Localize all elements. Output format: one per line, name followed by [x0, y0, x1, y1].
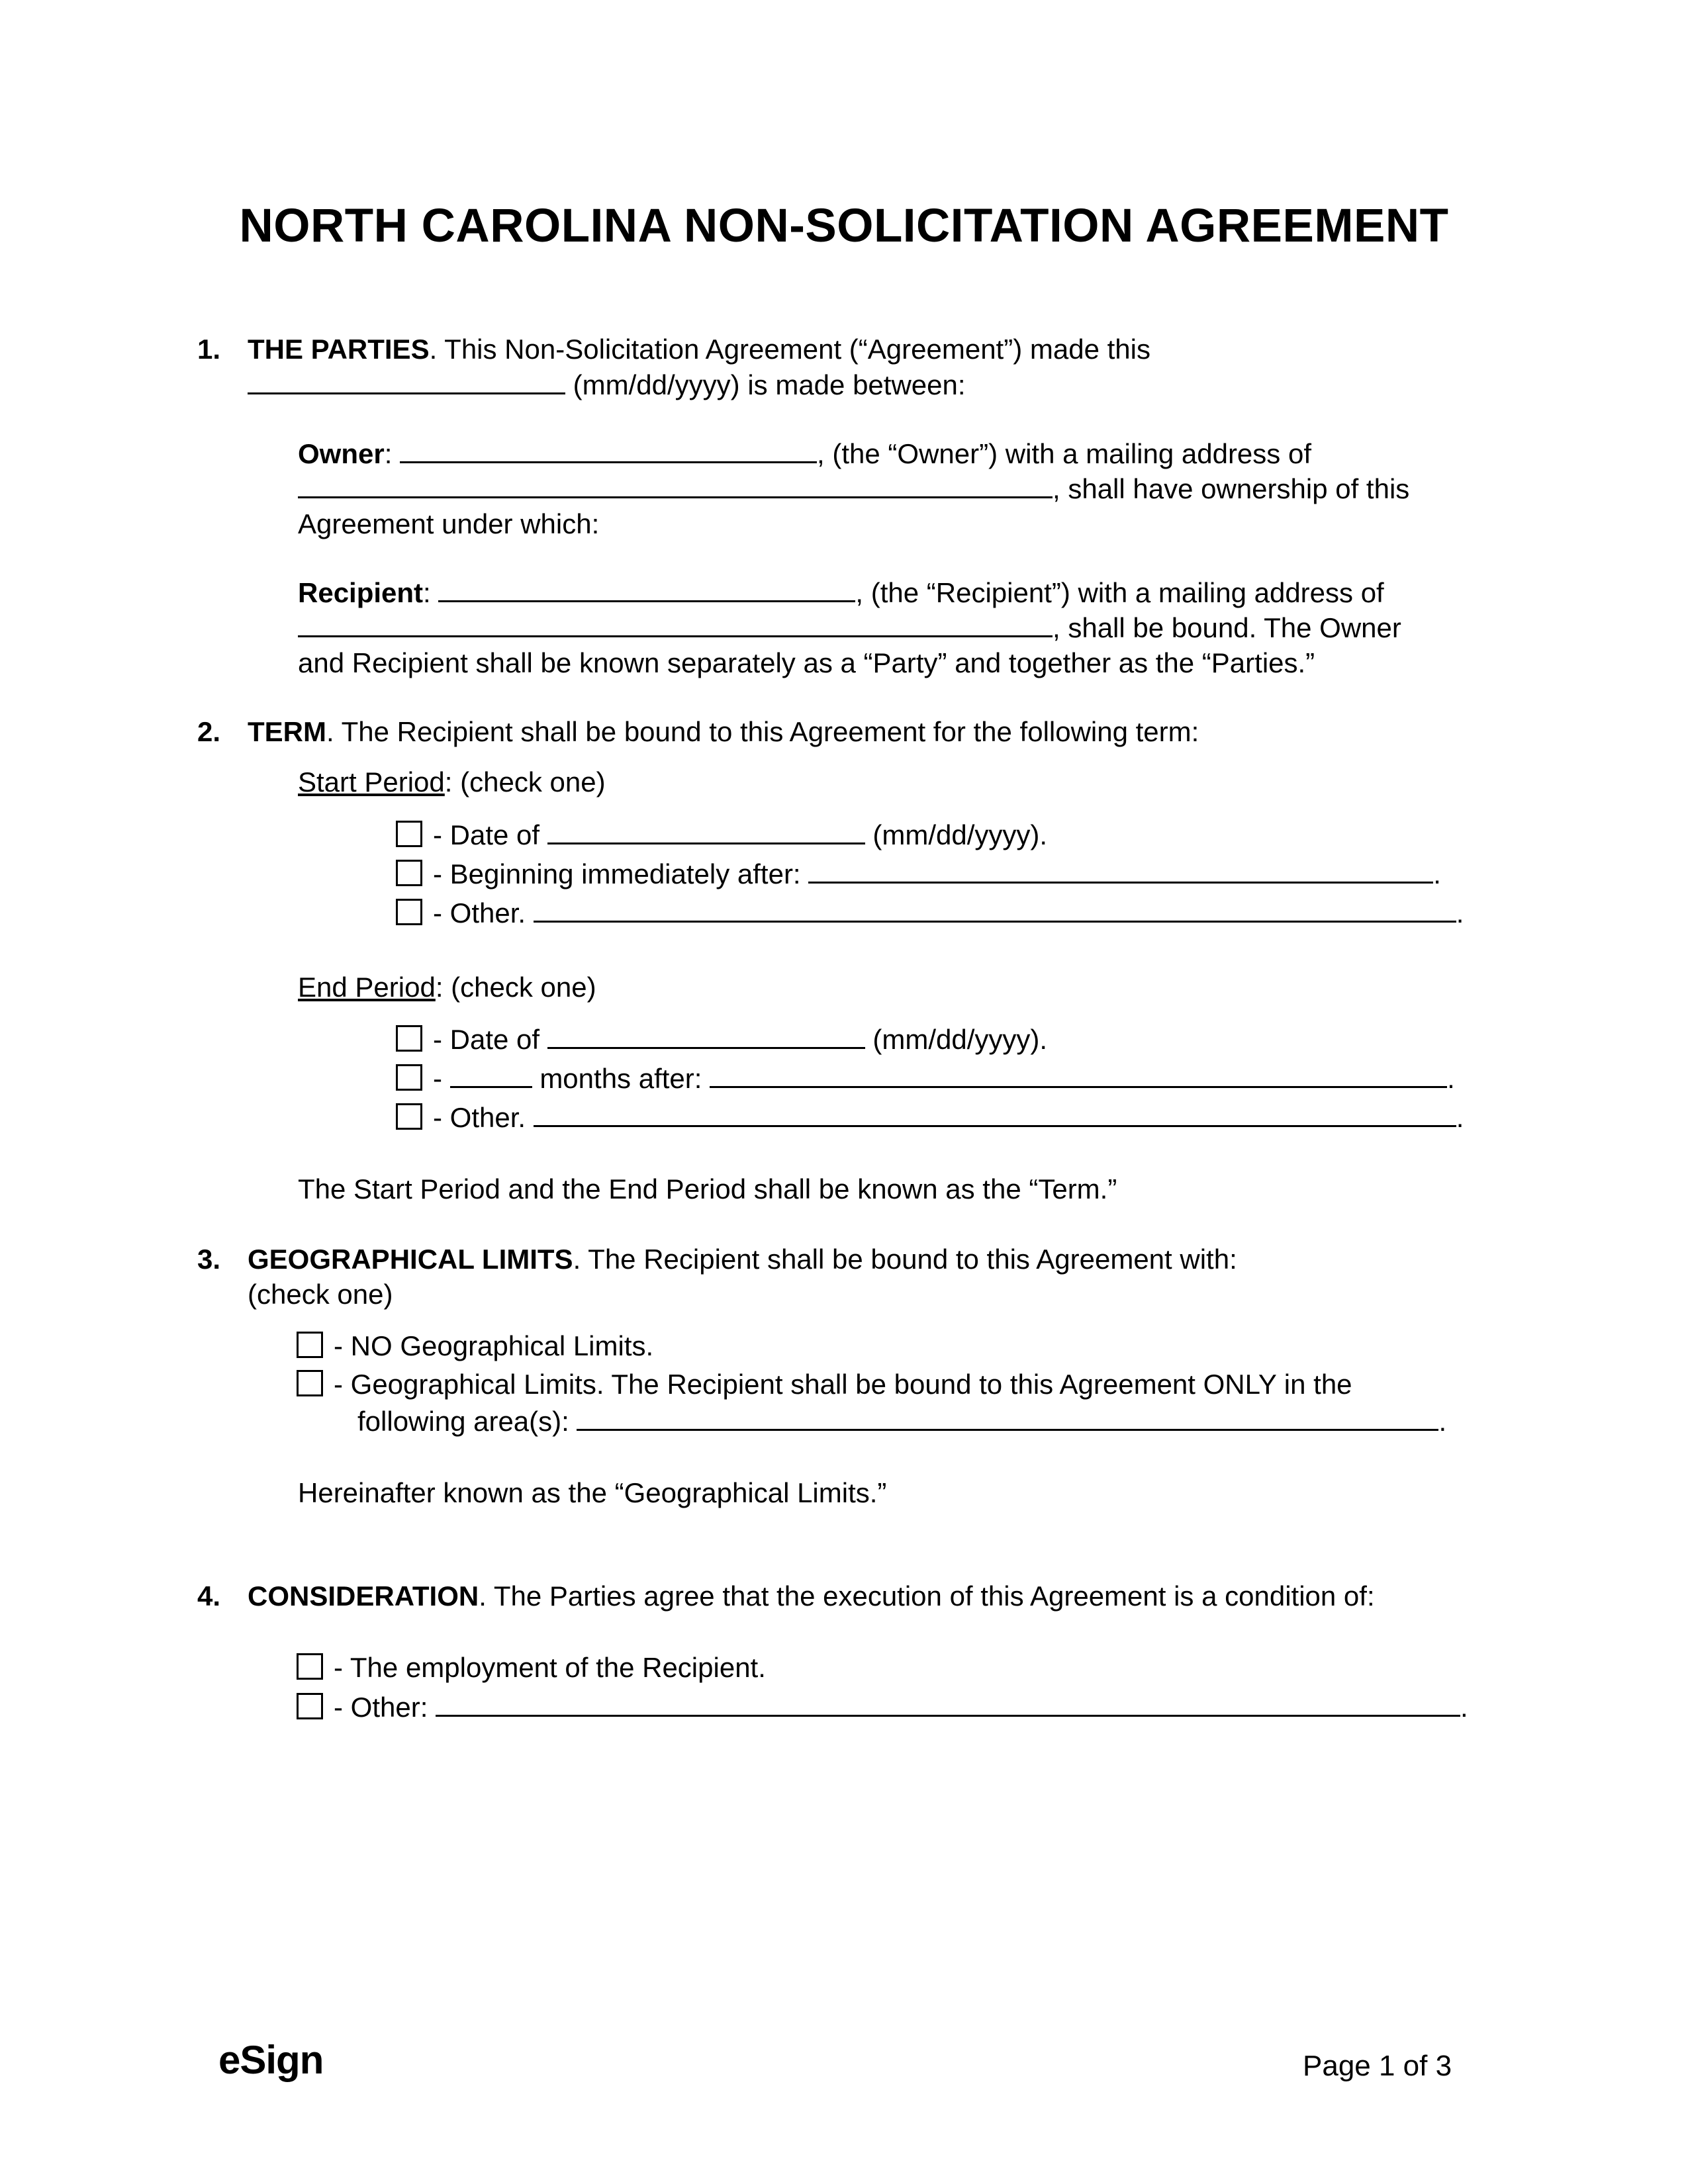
end-date-field[interactable] [547, 1023, 865, 1049]
start-option-date [433, 818, 1047, 852]
geo-area-field[interactable] [577, 1405, 1438, 1431]
end-other-field[interactable] [534, 1101, 1456, 1127]
section-3-intro-line [248, 1242, 1237, 1277]
recipient-line-2 [298, 611, 1401, 645]
section-1-intro-line [248, 332, 1150, 367]
section-1-date-suffix: (mm/dd/yyyy) is made between: [565, 369, 966, 400]
consideration-other-line [334, 1690, 1468, 1725]
geo-area-line [357, 1404, 1446, 1439]
end-option-date-label: - Date of [433, 1024, 547, 1055]
esign-logo: eSign [218, 2038, 324, 2082]
owner-line-2 [298, 472, 1409, 506]
section-3-intro: . The Recipient shall be bound to this Agreement with: [573, 1244, 1237, 1275]
section-3-number: 3. [197, 1244, 221, 1275]
end-period-label: End Period [298, 972, 436, 1003]
geo-area-period: . [1438, 1406, 1447, 1437]
no-geo-limits-checkbox[interactable] [297, 1332, 323, 1358]
consideration-other-label: - Other: [334, 1692, 436, 1723]
section-2-intro-line [248, 715, 1199, 749]
start-period-label: Start Period [298, 766, 445, 797]
owner-text-1: , (the “Owner”) with a mailing address of [817, 438, 1311, 469]
start-period-check-one: : (check one) [444, 766, 606, 797]
end-date-checkbox[interactable] [396, 1025, 422, 1052]
section-1-number: 1. [197, 334, 221, 365]
section-4-intro: . The Parties agree that the execution of this Agreement is a condition of: [479, 1580, 1375, 1612]
section-3-heading: GEOGRAPHICAL LIMITS [248, 1244, 573, 1275]
geo-note: Hereinafter known as the “Geographical Limits.” [298, 1477, 887, 1508]
start-beginning-checkbox[interactable] [396, 860, 422, 886]
end-option-months-dash: - [433, 1063, 450, 1094]
section-4-heading: CONSIDERATION [248, 1580, 479, 1612]
section-3-check-one: (check one) [248, 1279, 393, 1310]
recipient-text-3: and Recipient shall be known separately as a “Party” and together as the “Parties.” [298, 647, 1315, 678]
section-1-date-line [248, 368, 966, 402]
section-2-heading: TERM [248, 716, 326, 747]
end-option-date [433, 1023, 1047, 1057]
start-option-date-suffix: (mm/dd/yyyy). [865, 819, 1048, 850]
start-other-field[interactable] [534, 897, 1456, 923]
end-months-count-field[interactable] [450, 1062, 532, 1088]
document-title: NORTH CAROLINA NON-SOLICITATION AGREEMENT [239, 200, 1449, 252]
end-months-after-field[interactable] [710, 1062, 1447, 1088]
recipient-text-1: , (the “Recipient”) with a mailing address of [855, 577, 1384, 608]
term-note: The Start Period and the End Period shall be known as the “Term.” [298, 1173, 1117, 1205]
end-option-months-label: months after: [532, 1063, 710, 1094]
start-option-beginning-label: - Beginning immediately after: [433, 858, 809, 889]
employment-checkbox[interactable] [297, 1653, 323, 1680]
owner-address-field[interactable] [298, 473, 1053, 498]
section-1-intro: . This Non-Solicitation Agreement (“Agreement”) made this [429, 334, 1150, 365]
start-option-date-label: - Date of [433, 819, 547, 850]
start-beginning-field[interactable] [808, 858, 1433, 884]
recipient-text-2: , shall be bound. The Owner [1053, 612, 1401, 643]
start-option-other-period: . [1456, 897, 1464, 929]
owner-name-field[interactable] [400, 437, 817, 463]
geo-limits-label: - Geographical Limits. The Recipient shall be bound to this Agreement ONLY in the [334, 1369, 1352, 1400]
owner-text-3: Agreement under which: [298, 508, 600, 539]
consideration-other-field[interactable] [436, 1691, 1460, 1717]
recipient-name-field[interactable] [438, 576, 855, 602]
section-4-intro-line [248, 1579, 1375, 1614]
end-option-date-suffix: (mm/dd/yyyy). [865, 1024, 1048, 1055]
consideration-other-period: . [1460, 1692, 1468, 1723]
start-option-other-label: - Other. [433, 897, 534, 929]
end-option-months-period: . [1447, 1063, 1455, 1094]
end-other-checkbox[interactable] [396, 1103, 422, 1130]
no-geo-limits-label: - NO Geographical Limits. [334, 1330, 654, 1361]
owner-text-2: , shall have ownership of this [1053, 473, 1410, 504]
section-2-intro: . The Recipient shall be bound to this Agreement for the following term: [326, 716, 1199, 747]
section-4-number: 4. [197, 1580, 221, 1612]
start-date-checkbox[interactable] [396, 821, 422, 847]
end-option-other-label: - Other. [433, 1102, 534, 1133]
start-option-other [433, 896, 1464, 931]
start-option-beginning [433, 857, 1441, 891]
end-option-other-period: . [1456, 1102, 1464, 1133]
geo-area-label: following area(s): [357, 1406, 577, 1437]
recipient-line-1 [298, 576, 1384, 610]
agreement-date-field[interactable] [248, 369, 565, 394]
recipient-colon: : [423, 577, 431, 608]
start-period-line [298, 765, 606, 799]
end-period-line [298, 970, 596, 1005]
owner-colon: : [384, 438, 393, 469]
start-other-checkbox[interactable] [396, 899, 422, 925]
geo-limits-checkbox[interactable] [297, 1370, 323, 1396]
recipient-label: Recipient [298, 577, 424, 608]
end-period-check-one: : (check one) [435, 972, 596, 1003]
end-option-months [433, 1062, 1455, 1096]
start-date-field[interactable] [547, 819, 865, 844]
section-2-number: 2. [197, 716, 221, 747]
section-1-heading: THE PARTIES [248, 334, 430, 365]
owner-line-1 [298, 437, 1311, 471]
employment-label: - The employment of the Recipient. [334, 1652, 766, 1683]
end-option-other [433, 1101, 1464, 1135]
recipient-address-field[interactable] [298, 612, 1053, 637]
consideration-other-checkbox[interactable] [297, 1693, 323, 1719]
page-number: Page 1 of 3 [1303, 2050, 1452, 2082]
end-months-checkbox[interactable] [396, 1064, 422, 1091]
start-option-beginning-period: . [1433, 858, 1441, 889]
owner-label: Owner [298, 438, 385, 469]
